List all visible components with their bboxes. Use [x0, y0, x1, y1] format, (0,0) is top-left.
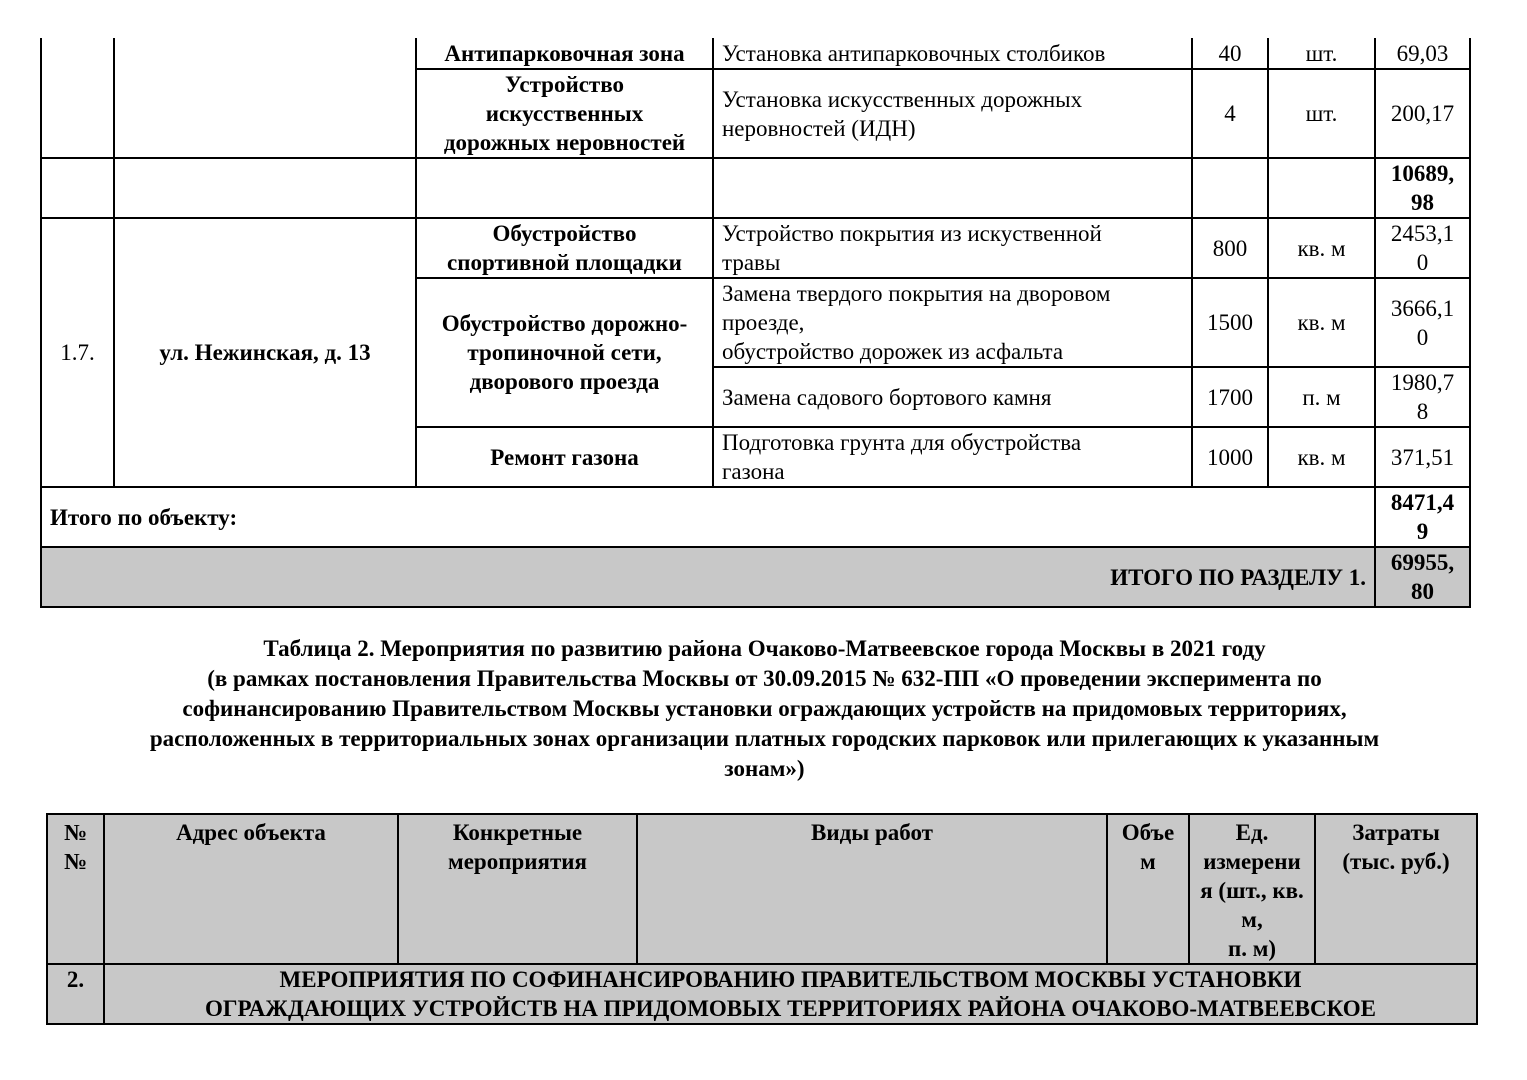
work-cell [713, 278, 1192, 367]
measure-line: искусственных [485, 101, 644, 126]
volume-cell: 1500 [1192, 278, 1268, 367]
header-works: Виды работ [637, 814, 1107, 964]
header-line: Затраты [1352, 820, 1440, 845]
header-line: № [63, 820, 88, 845]
measure-cell [416, 69, 713, 158]
cost-line: 2453,1 [1390, 221, 1455, 246]
section-total-label: ИТОГО ПО РАЗДЕЛУ 1. [41, 547, 1375, 607]
table-header-row [47, 814, 1477, 964]
unit-cell: п. м [1268, 367, 1375, 427]
cost-cell: 371,51 [1375, 427, 1470, 487]
table-2-caption [40, 634, 1489, 784]
measure-line: Обустройство [492, 221, 637, 246]
section-total-cost [1375, 547, 1470, 607]
cost-cell [1375, 158, 1470, 218]
empty-cell [1268, 158, 1375, 218]
caption-line: зонам») [724, 756, 805, 781]
unit-cell: шт. [1268, 38, 1375, 69]
cost-line: 3666,1 [1390, 295, 1455, 321]
measure-line: Устройство [505, 72, 624, 97]
address-cell: ул. Нежинская, д. 13 [114, 218, 416, 487]
volume-cell: 800 [1192, 218, 1268, 278]
cost-cell: 200,17 [1375, 69, 1470, 158]
address-cell [114, 38, 416, 158]
header-line: я (шт., кв. [1200, 878, 1304, 903]
caption-line: Таблица 2. Мероприятия по развитию района Очаково-Матвеевское города Москвы в 2021 году [263, 636, 1266, 661]
header-line: м [1140, 849, 1156, 874]
volume-cell: 4 [1192, 69, 1268, 158]
work-line: травы [722, 250, 781, 275]
empty-cell [416, 158, 713, 218]
cost-cell: 69,03 [1375, 38, 1470, 69]
work-line: проезде, [722, 310, 805, 335]
number-cell [41, 38, 114, 158]
cost-cell [1375, 278, 1470, 367]
unit-cell: кв. м [1268, 427, 1375, 487]
measure-cell [416, 278, 713, 427]
header-volume [1107, 814, 1189, 964]
empty-cell [1192, 158, 1268, 218]
work-line: Замена твердого покрытия на дворовом [722, 281, 1111, 306]
measure-cell: Ремонт газона [416, 427, 713, 487]
unit-cell: кв. м [1268, 278, 1375, 367]
unit-cell: кв. м [1268, 218, 1375, 278]
object-total-label: Итого по объекту: [41, 487, 1375, 547]
cost-line: 80 [1411, 579, 1434, 604]
empty-cell [114, 158, 416, 218]
section-title-line: ОГРАЖДАЮЩИХ УСТРОЙСТВ НА ПРИДОМОВЫХ ТЕРРИТОРИЯХ РАЙОНА ОЧАКОВО-МАТВЕЕВСКОЕ [205, 996, 1376, 1021]
object-total-cost [1375, 487, 1470, 547]
measure-line: Обустройство дорожно- [441, 311, 688, 336]
table-row-object-total [41, 487, 1470, 547]
section-title-line: МЕРОПРИЯТИЯ ПО СОФИНАНСИРОВАНИЮ ПРАВИТЕЛЬСТВОМ МОСКВЫ УСТАНОВКИ [279, 967, 1302, 992]
header-line: п. м) [1227, 936, 1277, 961]
header-line: измерени [1203, 849, 1301, 874]
measure-cell [416, 218, 713, 278]
work-cell: Установка антипарковочных столбиков [713, 38, 1192, 69]
volume-cell: 1700 [1192, 367, 1268, 427]
header-line: Конкретные [452, 820, 583, 845]
work-cell [713, 427, 1192, 487]
section-title [104, 964, 1477, 1024]
caption-line: (в рамках постановления Правительства Москвы от 30.09.2015 № 632-ПП «О проведении эксперимента по [207, 666, 1322, 691]
works-table-2 [46, 813, 1478, 1025]
measure-cell: Антипарковочная зона [416, 38, 713, 69]
table-row-subtotal [41, 158, 1470, 218]
header-address: Адрес объекта [104, 814, 398, 964]
number-cell: 1.7. [41, 218, 114, 487]
work-line: неровностей (ИДН) [722, 115, 916, 141]
header-line: (тыс. руб.) [1342, 849, 1450, 874]
work-cell: Замена садового бортового камня [713, 367, 1192, 427]
table-row-antiparking [41, 38, 1470, 69]
section-number: 2. [47, 964, 104, 1024]
caption-line: софинансированию Правительством Москвы установки ограждающих устройств на придомовых территориях, [182, 696, 1347, 721]
caption-line: расположенных в территориальных зонах организации платных городских парковок или прилегающих к указанным [149, 726, 1380, 751]
cost-line: 8 [1416, 399, 1429, 424]
measure-line: дорожных неровностей [443, 130, 686, 155]
header-number [47, 814, 104, 964]
cost-line: 0 [1416, 250, 1429, 275]
volume-cell: 1000 [1192, 427, 1268, 487]
header-line: Объе [1121, 820, 1175, 845]
cost-line: 98 [1411, 190, 1434, 215]
work-cell [713, 69, 1192, 158]
work-line: обустройство дорожек из асфальта [722, 339, 1064, 364]
header-unit [1189, 814, 1315, 964]
unit-cell: шт. [1268, 69, 1375, 158]
empty-cell [41, 158, 114, 218]
header-line: Ед. [1235, 820, 1269, 845]
work-line: Устройство покрытия из искуственной [722, 221, 1102, 246]
table-row-section-total [41, 547, 1470, 607]
header-line: мероприятия [448, 849, 587, 874]
cost-cell [1375, 218, 1470, 278]
volume-cell: 40 [1192, 38, 1268, 69]
measure-line: дворового проезда [469, 369, 660, 394]
cost-cell [1375, 367, 1470, 427]
header-line: м, [1241, 907, 1263, 932]
empty-cell [713, 158, 1192, 218]
measure-line: спортивной площадки [447, 250, 682, 275]
measure-line: тропиночной сети, [467, 340, 662, 365]
cost-line: 1980,7 [1390, 370, 1455, 395]
cost-line: 8471,4 [1390, 490, 1455, 515]
table-section-row [47, 964, 1477, 1024]
work-line: газона [722, 459, 785, 484]
header-line: № [63, 849, 88, 874]
table-row-sport [41, 218, 1470, 278]
cost-line: 0 [1416, 324, 1429, 350]
works-table-1 [40, 38, 1471, 608]
cost-line: 69955, [1390, 550, 1455, 575]
work-line: Установка искусственных дорожных [722, 86, 1083, 112]
work-cell [713, 218, 1192, 278]
work-line: Подготовка грунта для обустройства [722, 430, 1082, 455]
header-measures [398, 814, 637, 964]
header-cost [1315, 814, 1477, 964]
cost-line: 10689, [1390, 161, 1455, 186]
cost-line: 9 [1416, 519, 1429, 544]
